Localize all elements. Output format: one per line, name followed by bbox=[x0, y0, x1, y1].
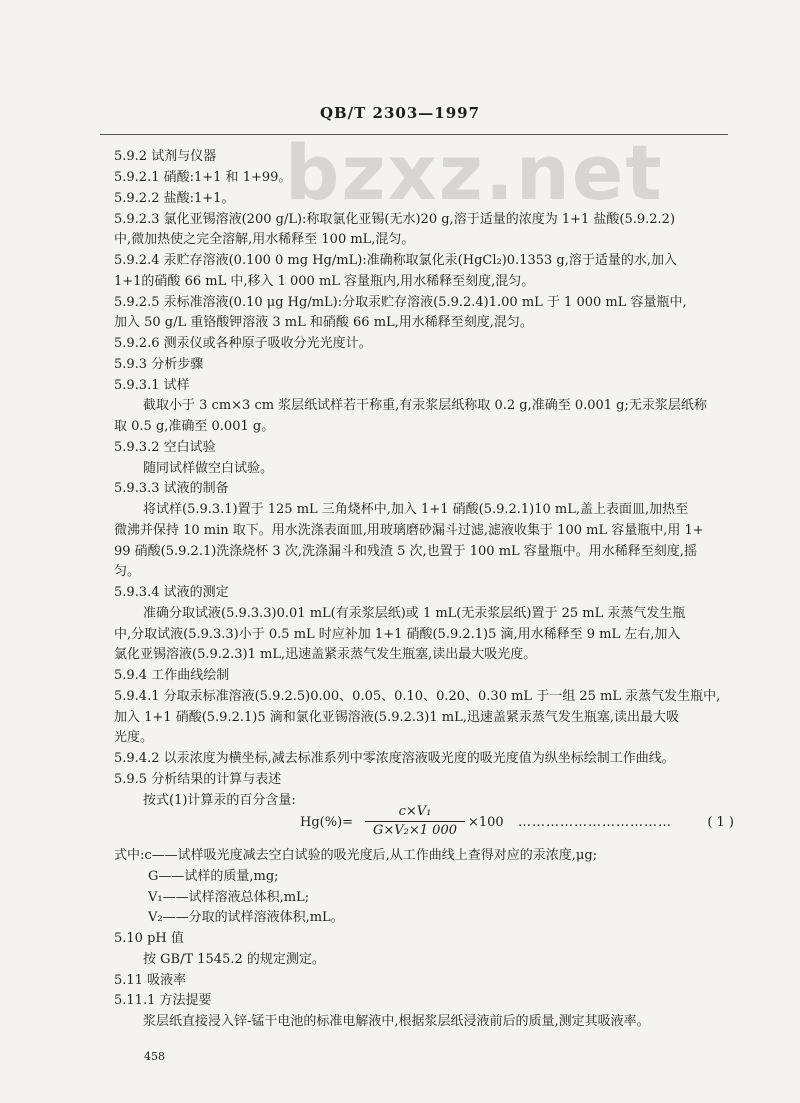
formula-lhs: Hg(%)= bbox=[300, 815, 354, 830]
section-heading: 5.10 pH 值 bbox=[114, 931, 184, 946]
clause-line: 5.9.2.3 氯化亚锡溶液(200 g/L):称取氯化亚锡(无水)20 g,溶于适量的浓度为 1+1 盐酸(5.9.2.2) bbox=[114, 212, 676, 227]
text-line: 截取小于 3 cm×3 cm 浆层纸试样若干称重,有汞浆层纸称取 0.2 g,准确至 0.001 g;无汞浆层纸称 bbox=[143, 398, 707, 413]
text-line: 准确分取试液(5.9.3.3)0.01 mL(有汞浆层纸)或 1 mL(无汞浆层纸)置于 25 mL 汞蒸气发生瓶 bbox=[143, 606, 686, 621]
clause-line: 5.9.3.3 试液的制备 bbox=[114, 481, 229, 496]
text-line: 取 0.5 g,准确至 0.001 g。 bbox=[114, 419, 275, 434]
text-line: 1+1的硝酸 66 mL 中,移入 1 000 mL 容量瓶内,用水稀释至刻度,混匀。 bbox=[114, 274, 535, 289]
text-line: 加入 1+1 硝酸(5.9.2.1)5 滴和氯化亚锡溶液(5.9.2.3)1 mL,迅速盖紧汞蒸气发生瓶塞,读出最大吸 bbox=[114, 710, 679, 725]
section-heading: 5.9.4 工作曲线绘制 bbox=[114, 668, 230, 683]
equation-number: ( 1 ) bbox=[707, 815, 734, 830]
section-heading: 5.9.2 试剂与仪器 bbox=[114, 149, 217, 164]
variable-definition: 式中:c——试样吸光度减去空白试验的吸光度后,从工作曲线上查得对应的汞浓度,μg; bbox=[114, 848, 598, 863]
section-heading: 5.9.3 分析步骤 bbox=[114, 357, 204, 372]
text-line: 按 GB/T 1545.2 的规定测定。 bbox=[143, 952, 325, 967]
standard-header: QB/T 2303—1997 bbox=[319, 104, 481, 122]
variable-definition: G——试样的质量,mg; bbox=[148, 869, 279, 884]
formula-1 bbox=[300, 804, 734, 840]
text-line: 将试样(5.9.3.1)置于 125 mL 三角烧杯中,加入 1+1 硝酸(5.9.2.1)10 mL,盖上表面皿,加热至 bbox=[143, 502, 689, 517]
clause-line: 5.9.3.2 空白试验 bbox=[114, 440, 216, 455]
text-line: 匀。 bbox=[114, 564, 141, 579]
text-line: 99 硝酸(5.9.2.1)洗涤烧杯 3 次,洗涤漏斗和残渣 5 次,也置于 100 mL 容量瓶中。用水稀释至刻度,摇 bbox=[114, 544, 697, 559]
text-line: 光度。 bbox=[114, 730, 154, 745]
text-line: 微沸并保持 10 min 取下。用水洗涤表面皿,用玻璃磨砂漏斗过滤,滤液收集于 100 mL 容量瓶中,用 1+ bbox=[114, 523, 704, 538]
watermark: bzxz.net bbox=[285, 128, 664, 217]
formula-numerator: c×V₁ bbox=[398, 804, 432, 819]
text-line: 浆层纸直接浸入锌-锰干电池的标准电解液中,根据浆层纸浸液前后的质量,测定其吸液率。 bbox=[143, 1014, 650, 1029]
text-line: 按式(1)计算汞的百分含量: bbox=[143, 793, 296, 808]
text-line: 随同试样做空白试验。 bbox=[143, 461, 274, 476]
clause-line: 5.11.1 方法提要 bbox=[114, 993, 212, 1008]
text-line: 中,分取试液(5.9.3.3)小于 0.5 mL 时应补加 1+1 硝酸(5.9.2.1)5 滴,用水稀释至 9 mL 左右,加入 bbox=[114, 627, 681, 642]
text-line: 加入 50 g/L 重铬酸钾溶液 3 mL 和硝酸 66 mL,用水稀释至刻度,混匀。 bbox=[114, 315, 533, 330]
section-heading: 5.11 吸液率 bbox=[114, 973, 187, 988]
section-heading: 5.9.5 分析结果的计算与表述 bbox=[114, 772, 282, 787]
text-line: 氯化亚锡溶液(5.9.2.3)1 mL,迅速盖紧汞蒸气发生瓶塞,读出最大吸光度。 bbox=[114, 647, 537, 662]
clause-line: 5.9.2.6 测汞仪或各种原子吸收分光光度计。 bbox=[114, 336, 372, 351]
formula-leader-dots: …………………………… bbox=[518, 815, 672, 830]
clause-line: 5.9.4.2 以汞浓度为横坐标,减去标准系列中零浓度溶液吸光度的吸光度值为纵坐标绘制工作曲线。 bbox=[114, 751, 675, 766]
text-line: 中,微加热使之完全溶解,用水稀释至 100 mL,混匀。 bbox=[114, 232, 415, 247]
formula-fraction bbox=[365, 804, 465, 839]
clause-line: 5.9.4.1 分取汞标准溶液(5.9.2.5)0.00、0.05、0.10、0.20、0.30 mL 于一组 25 mL 汞蒸气发生瓶中, bbox=[114, 689, 721, 704]
clause-line: 5.9.3.4 试液的测定 bbox=[114, 585, 229, 600]
clause-line: 5.9.3.1 试样 bbox=[114, 378, 190, 393]
formula-rhs: ×100 bbox=[468, 815, 504, 830]
variable-definition: V₂——分取的试样溶液体积,mL。 bbox=[148, 910, 344, 925]
clause-line: 5.9.2.2 盐酸:1+1。 bbox=[114, 191, 235, 206]
clause-line: 5.9.2.1 硝酸:1+1 和 1+99。 bbox=[114, 170, 292, 185]
header-rule bbox=[100, 134, 728, 135]
page-number: 458 bbox=[144, 1050, 165, 1063]
fraction-bar bbox=[365, 821, 465, 822]
clause-line: 5.9.2.4 汞贮存溶液(0.100 0 mg Hg/mL):准确称取氯化汞(HgCl₂)0.1353 g,溶于适量的水,加入 bbox=[114, 253, 677, 268]
formula-denominator: G×V₂×1 000 bbox=[373, 823, 457, 838]
clause-line: 5.9.2.5 汞标准溶液(0.10 μg Hg/mL):分取汞贮存溶液(5.9.2.4)1.00 mL 于 1 000 mL 容量瓶中, bbox=[114, 295, 687, 310]
variable-definition: V₁——试样溶液总体积,mL; bbox=[148, 890, 310, 905]
